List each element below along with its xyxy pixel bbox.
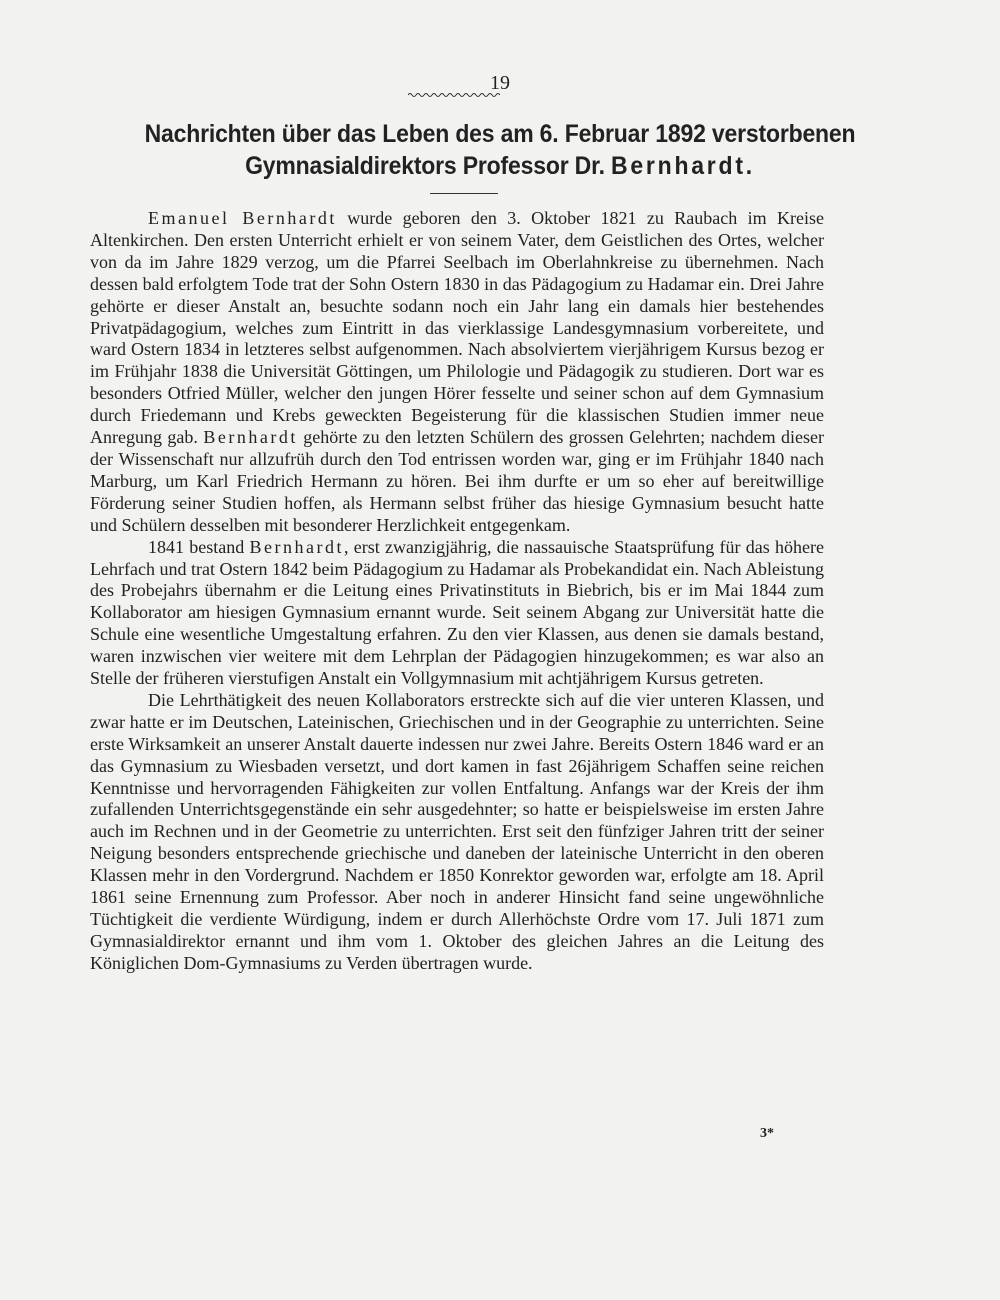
paragraph-2 (90, 537, 824, 690)
title-divider (430, 193, 498, 194)
paragraph-2-name: Bernhardt (249, 536, 345, 557)
paragraph-1-mid-name: Bernhardt (203, 427, 298, 448)
paragraph-3 (90, 690, 824, 975)
paragraph-2-text: , erst zwanzigjährig, die nassauische Staatsprüfung für das höhere Lehrfach und trat Ostern 1842 beim Pädagogium zu Hadamar als Probekandidat ein. Nach Ableistung des Probejahrs übernahm er die Leitung eines Privatinstituts in Biebrich, bis er im Mai 1844 zum Kollaborator am hiesigen Gymnasium ernannt wurde. Seit seinem Abgang zur Universität hatte die Schule eine wesentliche Umgestaltung erfahren. Zu den vier Klassen, aus denen sie damals bestand, waren inzwischen vier weitere mit dem Lehrplan der Pädagogien hinzugekommen; es war also an Stelle der früheren vierstufigen Anstalt ein Vollgymnasium mit achtjährigem Kursus getreten. (90, 536, 824, 689)
paragraph-3-text: Die Lehrthätigkeit des neuen Kollaborators erstreckte sich auf die vier unteren Klassen, und zwar hatte er im Deutschen, Lateinischen, Griechischen und in der Geographie zu unterrichten. Seine erste Wirksamkeit an unserer Anstalt dauerte indessen nur zwei Jahre. Bereits Ostern 1846 ward er an das Gymnasium zu Wiesbaden versetzt, und dort kamen in fast 26jährigem Schaffen seine reichen Kenntnisse und hervorragenden Fähigkeiten zur vollen Entfaltung. Anfangs war der Kreis der ihm zufallenden Unterrichtsgegenstände ein sehr ausgedehnter; so hatte er beispielsweise im ersten Jahre auch im Rechnen und in der Geometrie zu unterrichten. Erst seit den fünfziger Jahren tritt der seiner Neigung besonders entsprechende griechische und daneben der lateinische Unterricht in den oberen Klassen mehr in den Vordergrund. Nachdem er 1850 Konrektor geworden war, erfolgte am 18. April 1861 seine Ernennung zum Professor. Aber noch in anderer Hinsicht fand seine ungewöhnliche Tüchtigkeit die verdiente Würdigung, indem er durch Allerhöchste Ordre vom 17. Juli 1871 zum Gymnasialdirektor ernannt und ihm vom 1. Oktober des gleichen Jahres an die Leitung des Königlichen Dom-Gymnasiums zu Verden übertragen wurde. (90, 689, 824, 973)
paragraph-1-lead-name: Emanuel Bernhardt (148, 208, 337, 228)
page-title (114, 118, 887, 182)
signature-mark: 3* (760, 1126, 774, 1141)
paragraph-2-lead: 1841 bestand (148, 536, 250, 557)
paragraph-1-text: wurde geboren den 3. Oktober 1821 zu Raubach im Kreise Altenkirchen. Den ersten Unterricht erhielt er von seinem Vater, dem Geistlichen des Ortes, welcher von da im Jahre 1829 verzog, um die Pfarrei Seelbach im Oberlahnkreise zu übernehmen. Nach dessen bald erfolgtem Tode trat der Sohn Ostern 1830 in das Pädagogium zu Hadamar ein. Drei Jahre gehörte er dieser Anstalt an, besuchte sodann noch ein Jahr lang ein damals hier bestehendes Privatpädagogium, welches zum Eintritt in das vierklassige Landesgymnasium vorbereitete, und ward Ostern 1834 in letzteres selbst aufgenommen. Nach absolviertem vierjährigem Kursus bezog er im Frühjahr 1838 die Universität Göttingen, um Philologie und Pädagogik zu studieren. Dort war es besonders Otfried Müller, welcher den jungen Hörer fesselte und seiner schon auf dem Gymnasium durch Friedemann und Krebs geweckten Begeisterung für die klassischen Studien immer neue Anregung gab. (90, 208, 825, 448)
title-line-2 (114, 150, 887, 182)
title-line-1: Nachrichten über das Leben des am 6. Februar 1892 verstorbenen (144, 120, 856, 148)
title-line-2-prefix: Gymnasialdirektors Professor Dr. (245, 152, 612, 180)
paragraph-1 (90, 208, 824, 537)
title-name: Bernhardt. (611, 152, 755, 180)
body-text (90, 208, 824, 975)
paragraph-1-text-2: gehörte zu den letzten Schülern des grossen Gelehrten; nachdem dieser der Wissenschaft nur allzufrüh durch den Tod entrissen worden war, ging er im Frühjahr 1840 nach Marburg, um Karl Friedrich Hermann zu hören. Bei ihm durfte er um so eher auf bereitwillige Förderung seiner Studien hoffen, als Hermann selbst früher das hiesige Gymnasium besucht hatte und Schülern desselben mit besonderer Herzlichkeit entgegenkam. (90, 427, 824, 535)
wavy-ornament (408, 92, 500, 98)
page-number: 19 (490, 72, 510, 94)
